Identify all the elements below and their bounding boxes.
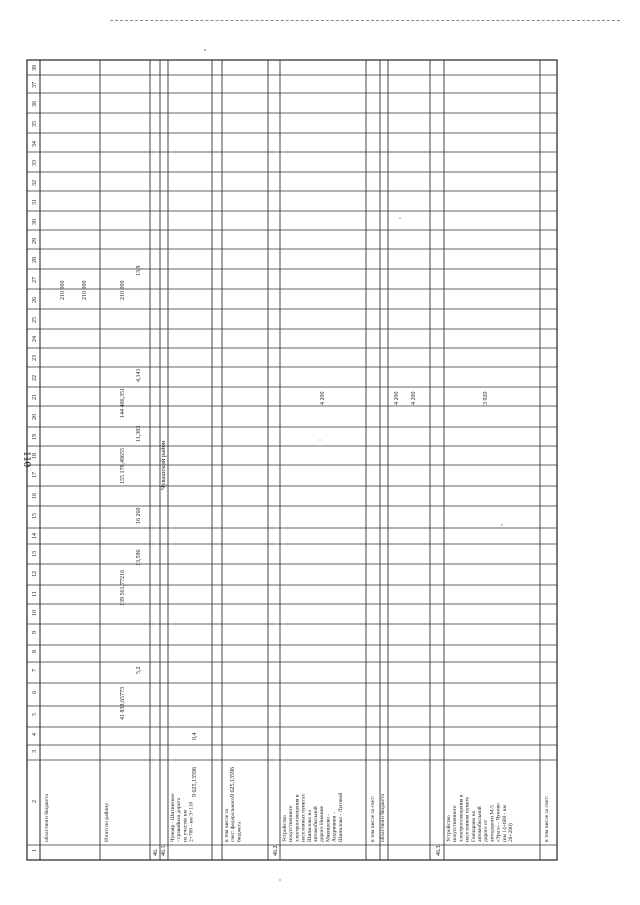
row-label: Чунояр - Шитинское- гравийная дорогана участке км2+700 - км 3+110	[170, 793, 195, 842]
table-cell: 3 920	[483, 391, 489, 405]
table-cell: 4 200	[411, 391, 417, 405]
column-number: 32	[32, 180, 38, 186]
row-lines	[27, 75, 557, 845]
row-code: 46.1.	[161, 844, 167, 856]
table-cell: 4 200	[320, 391, 326, 405]
column-number: 18	[32, 453, 38, 459]
row-label: в том числе за счет:	[544, 796, 550, 842]
column-number: 17	[32, 472, 38, 478]
column-number: 28	[32, 257, 38, 263]
column-number: 5	[32, 713, 38, 716]
column-number: 16	[32, 493, 38, 499]
table-cell: 11,383	[136, 425, 142, 442]
table-cell: 4,141	[136, 368, 142, 382]
column-number-group	[32, 65, 38, 852]
table-cell: 4 200	[394, 391, 400, 405]
column-number: 8	[32, 650, 38, 653]
table-cell: 13,596	[136, 549, 142, 566]
table-cell: 9 625,13596	[192, 767, 198, 797]
column-number: 21	[32, 394, 38, 400]
table-cell: 210 000	[60, 280, 66, 300]
column-number: 6	[32, 691, 38, 694]
column-number: 36	[32, 101, 38, 107]
column-number: 25	[32, 317, 38, 323]
table-cell: 0,4	[192, 732, 198, 740]
column-number: 2	[32, 800, 38, 803]
column-number: 10	[32, 610, 38, 616]
row-label: в том числе засчет: федеральногобюджета	[224, 796, 243, 842]
column-number: 38	[32, 65, 38, 71]
table-cell: 144 406,351	[120, 388, 126, 418]
table-frame	[27, 60, 557, 860]
section-label: Чувашский район	[160, 440, 167, 490]
table-cell: 41 838,65773	[120, 687, 126, 720]
column-number: 35	[32, 121, 38, 127]
row-label: Итого по району	[104, 803, 110, 842]
column-number: 11	[32, 591, 38, 597]
column-number: 34	[32, 141, 38, 147]
table-cell: 16 260	[136, 507, 142, 524]
column-number: 20	[32, 414, 38, 420]
column-number: 7	[32, 669, 38, 672]
multiline-label-group	[170, 793, 550, 842]
table-cell: 210 000	[82, 280, 88, 300]
column-number: 29	[32, 238, 38, 244]
column-number: 4	[32, 733, 38, 736]
table-cell: 139 561,77216	[120, 570, 126, 606]
row-label: в том числе за счет:	[370, 796, 376, 842]
column-number: 30	[32, 219, 38, 225]
column-number: 23	[32, 355, 38, 361]
column-number: 3	[32, 750, 38, 753]
column-number: 9	[32, 631, 38, 634]
column-number: 13	[32, 551, 38, 557]
table-cell: 5,2	[136, 666, 142, 674]
column-number: 19	[32, 434, 38, 440]
row-label: областного бюджета	[44, 794, 50, 842]
column-number: 27	[32, 277, 38, 283]
column-number: 26	[32, 297, 38, 303]
row-code: 46.	[153, 848, 159, 856]
row-label: Устройствоискусственногоэлектроосвещения внаселенном пунктеГончарово наавтомобильнойдороге отавтодороги М-5«Урал» - Чуново(км 14+600 - км28+200)	[446, 794, 514, 842]
column-number: 22	[32, 375, 38, 381]
column-number: 14	[32, 533, 38, 539]
column-number: 24	[32, 336, 38, 342]
column-number: 33	[32, 160, 38, 166]
column-number: 15	[32, 513, 38, 519]
page-number: 110	[21, 451, 33, 468]
row-label: областного бюджета	[380, 794, 386, 842]
row-code: 46.2.	[273, 844, 279, 856]
column-number: 1	[32, 849, 38, 852]
column-number: 37	[32, 82, 38, 88]
table-cell: 9 625,13596	[230, 767, 236, 797]
table-cell: 210 000	[120, 280, 126, 300]
column-number: 12	[32, 571, 38, 577]
table-cell: 13,9	[136, 265, 142, 276]
column-number: 31	[32, 199, 38, 205]
table-cell: 155 178,49655	[120, 448, 126, 484]
row-label: Устройствоискусственногоэлектроосвещения внаселенных пунктахШипилово наавтомобильнойдороге НижниеМякишево -Андриянки -Шипилово - Луговой	[282, 792, 344, 842]
cell-group	[60, 266, 489, 798]
row-code: 46.3.	[436, 844, 442, 856]
